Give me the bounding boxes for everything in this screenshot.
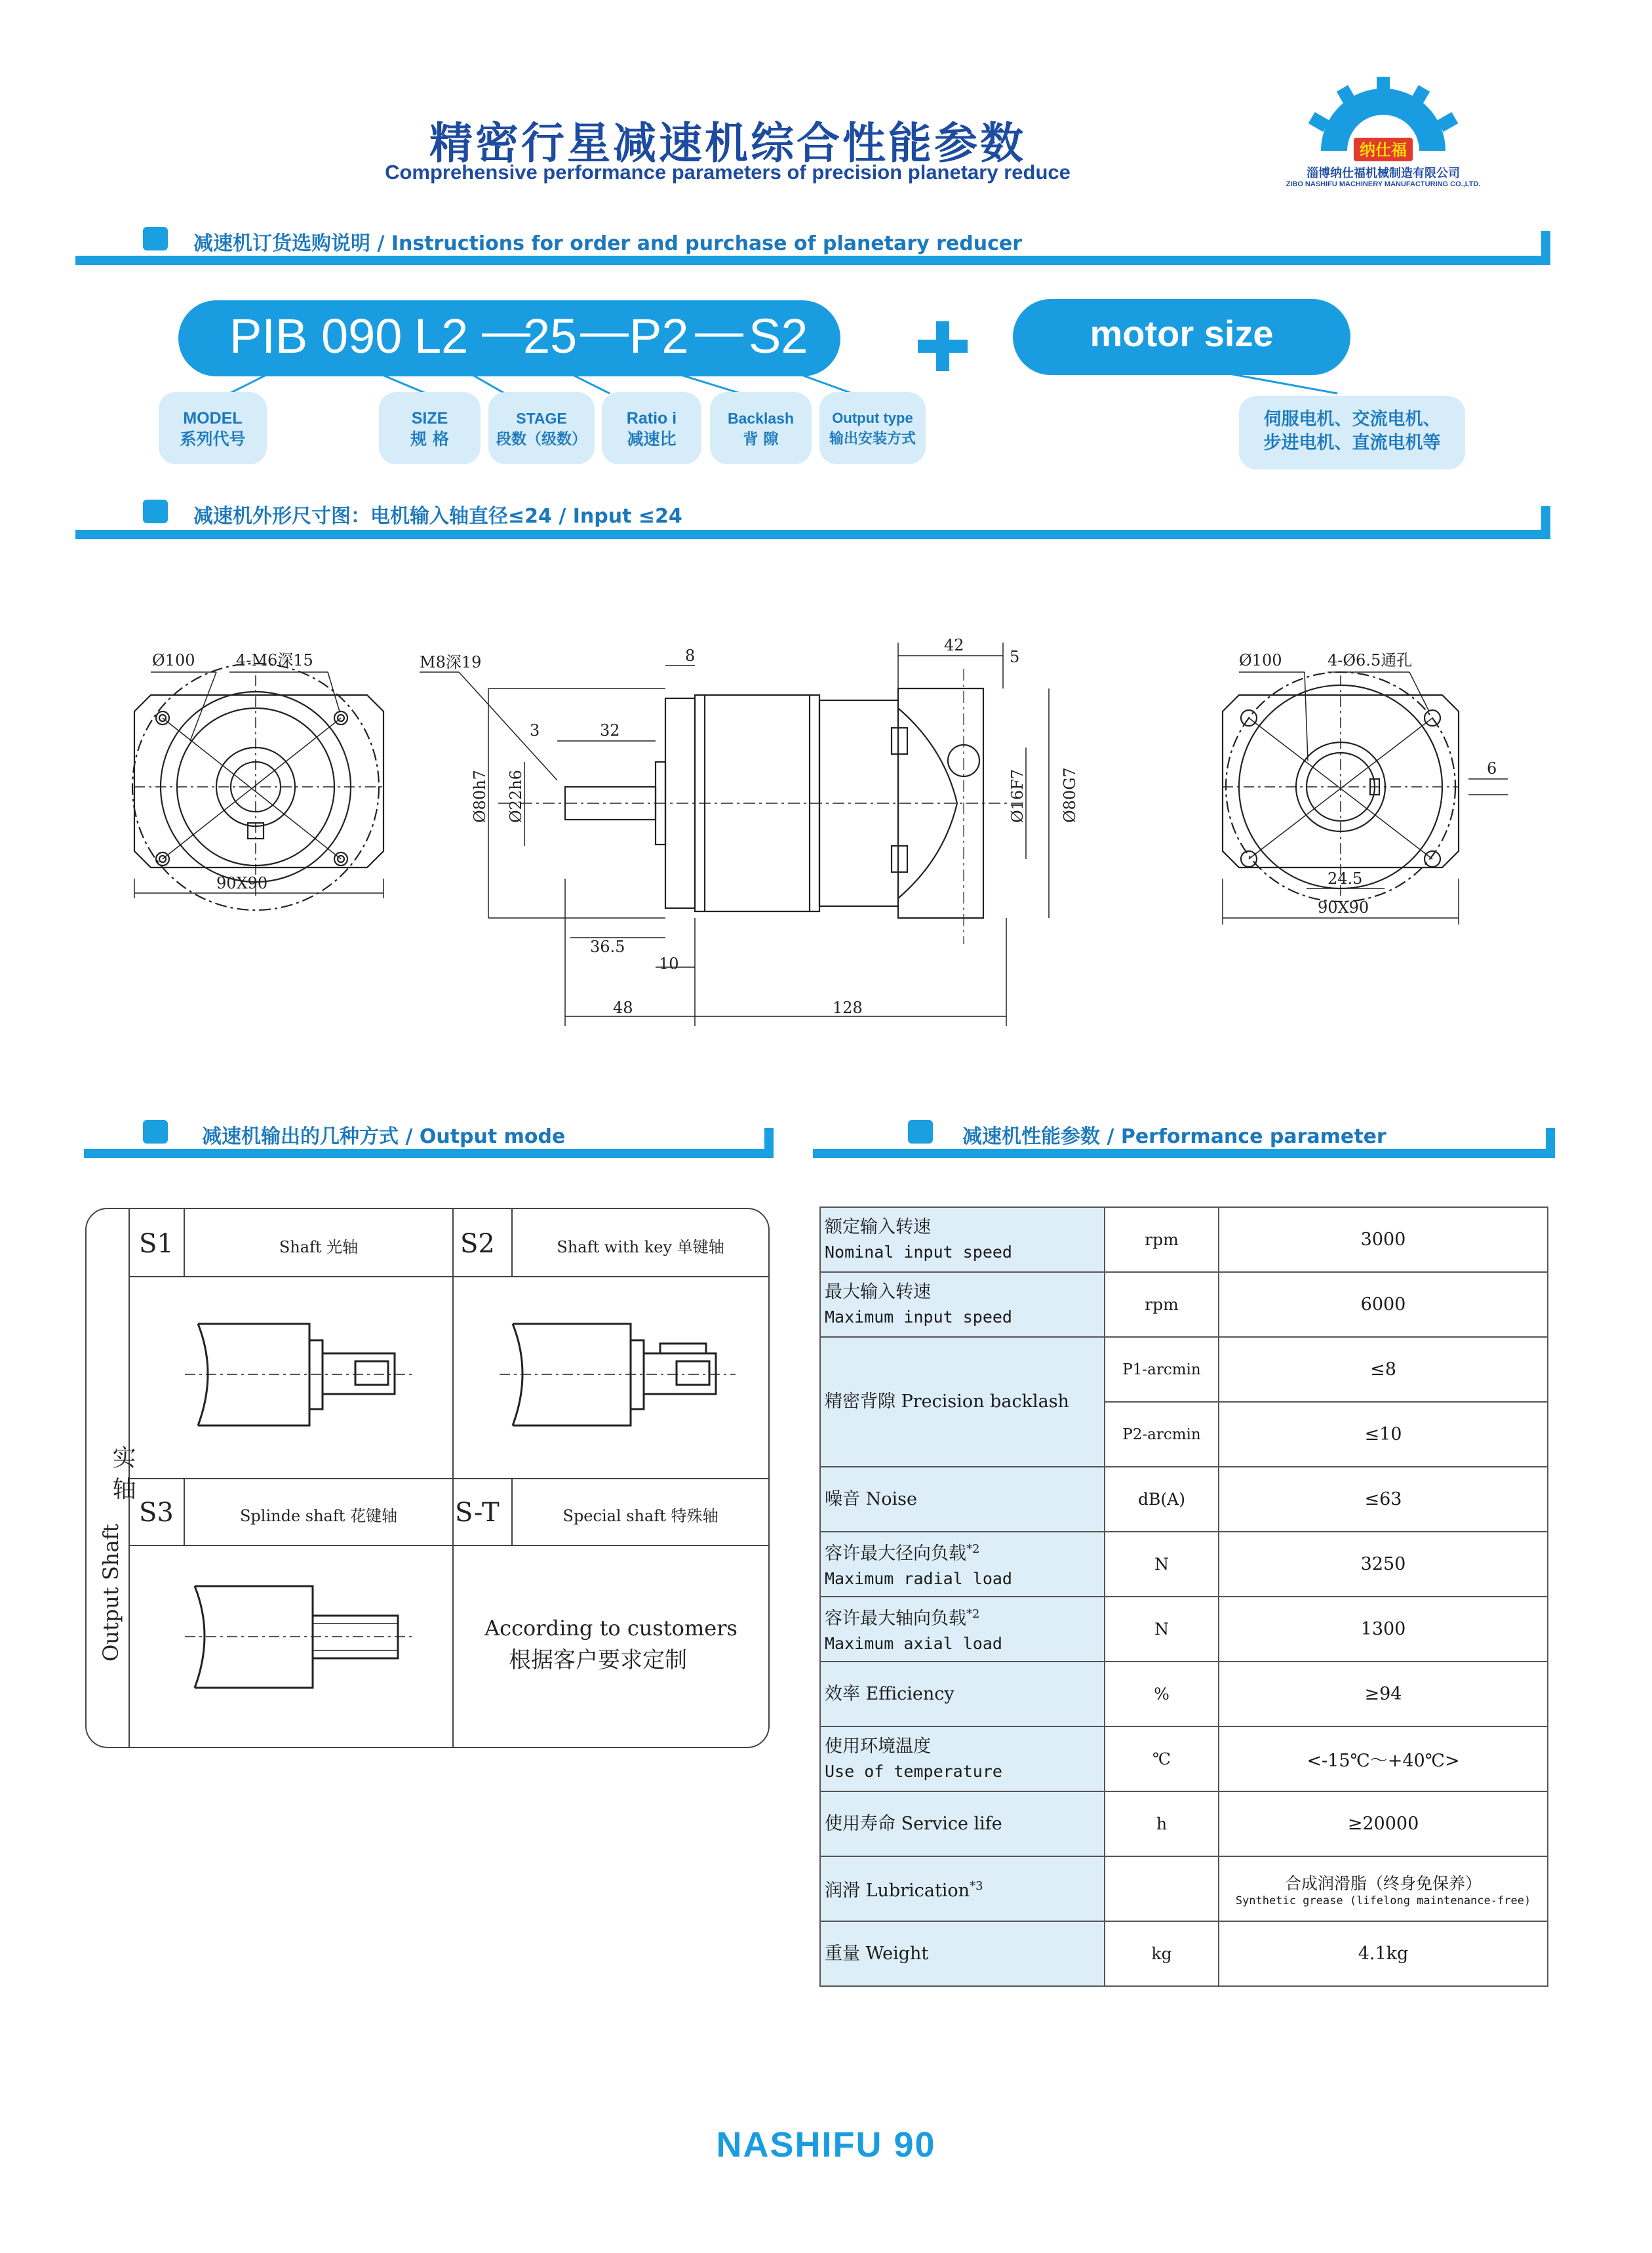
label-output-en: Output type (832, 410, 913, 426)
dim-key: 6 (1487, 759, 1497, 778)
label-size-en: SIZE (411, 409, 448, 428)
table-row (820, 1597, 1548, 1662)
shaft-s1-icon (185, 1324, 414, 1426)
dim-48: 48 (613, 999, 633, 1017)
dim-42: 42 (944, 636, 964, 654)
output-desc-s2: Shaft with key 单键轴 (557, 1238, 724, 1256)
label-size-cn: 规 格 (410, 429, 449, 449)
dim-80h7: Ø80h7 (471, 770, 489, 823)
dim-32: 32 (600, 721, 620, 740)
dim-36-5: 36.5 (590, 938, 625, 956)
code-ratio: 25 (523, 309, 578, 363)
dim-22h6: Ø22h6 (507, 770, 525, 823)
dim-128: 128 (833, 999, 863, 1017)
label-backlash-en: Backlash (727, 410, 794, 427)
param-name: 容许最大径向负载$^{*2}$ Maximum radial load (820, 1532, 1105, 1597)
custom-note-en: According to customers (484, 1616, 738, 1641)
param-value: ≥20000 (1219, 1791, 1548, 1856)
label-backlash (710, 392, 812, 464)
param-unit: dB(A) (1105, 1467, 1219, 1532)
side-view (420, 643, 1049, 1026)
param-unit: rpm (1105, 1272, 1219, 1337)
motor-size-label: motor size (1090, 313, 1274, 354)
param-name: 效率 Efficiency (820, 1662, 1105, 1726)
section-divider (813, 1149, 1555, 1158)
param-value: 合成润滑脂（终身免保养） Synthetic grease (lifelong maintenance-free) (1219, 1856, 1548, 1921)
output-desc-s3: Splinde shaft 花键轴 (239, 1507, 398, 1525)
output-code-s2: S2 (460, 1229, 495, 1259)
code-sep-1: — (482, 304, 530, 358)
table-row (820, 1791, 1548, 1856)
custom-note-cn: 根据客户要求定制 (509, 1647, 687, 1673)
dim-left-pcd: Ø100 (152, 651, 195, 669)
output-desc-s1: Shaft 光轴 (279, 1238, 359, 1256)
param-value: ≤8 (1219, 1337, 1548, 1402)
code-sep-3: — (695, 304, 743, 358)
param-name: 润滑 Lubrication$^{*3}$ (820, 1856, 1105, 1921)
table-row (820, 1272, 1548, 1337)
logo-company-cn: 淄博纳仕福机械制造有限公司 (1307, 167, 1460, 180)
label-ratio (602, 392, 701, 464)
label-ratio-cn: 减速比 (627, 429, 677, 449)
param-unit: rpm (1105, 1207, 1219, 1272)
section-marker-icon (908, 1120, 933, 1144)
code-model: PIB (229, 309, 308, 363)
output-code-s1: S1 (139, 1229, 174, 1259)
param-unit: ℃ (1105, 1726, 1219, 1791)
code-backlash: P2 (629, 309, 689, 363)
dim-16f7: Ø16F7 (1008, 768, 1027, 823)
param-value: ≤10 (1219, 1402, 1548, 1467)
param-name: 重量 Weight (820, 1921, 1105, 1986)
dim-right-square: 90X90 (1318, 898, 1369, 917)
output-side-label-cn: 实 轴 (109, 1445, 136, 1500)
output-code-s3: S3 (139, 1498, 174, 1528)
label-output-cn: 输出安装方式 (829, 431, 916, 447)
table-row (820, 1726, 1548, 1791)
param-unit: kg (1105, 1921, 1219, 1986)
section-title-performance: 减速机性能参数 / Performance parameter (962, 1125, 1386, 1148)
param-unit: P1-arcmin (1105, 1337, 1219, 1402)
label-stage-cn: 段数（级数） (496, 431, 587, 448)
motor-note-line-1: 伺服电机、交流电机、 (1263, 409, 1441, 429)
output-mode-table (85, 1208, 770, 1748)
param-value: ≥94 (1219, 1662, 1548, 1726)
label-backlash-cn: 背 隙 (743, 431, 779, 448)
output-code-st: S-T (455, 1498, 500, 1528)
table-row (820, 1207, 1548, 1272)
shaft-s2-icon (500, 1324, 736, 1426)
param-value: 3000 (1219, 1207, 1548, 1272)
dim-10: 10 (659, 955, 679, 973)
param-unit (1105, 1856, 1219, 1921)
label-output-type (819, 392, 926, 464)
page-subtitle: Comprehensive performance parameters of precision planetary reduce (385, 161, 1071, 184)
code-stage: L2 (414, 309, 469, 363)
code-size: 090 (321, 309, 403, 363)
logo-badge-text: 纳仕福 (1360, 141, 1407, 159)
label-model-en: MODEL (183, 409, 243, 428)
param-name: 容许最大轴向负载$^{*2}$ Maximum axial load (820, 1597, 1105, 1662)
section-divider-tab (764, 1128, 774, 1158)
output-desc-st: Special shaft 特殊轴 (562, 1507, 718, 1525)
param-unit: N (1105, 1597, 1219, 1662)
dim-3: 3 (530, 721, 540, 740)
dim-right-holes: 4-Ø6.5通孔 (1328, 651, 1413, 669)
dim-bore: 24.5 (1328, 869, 1363, 888)
table-row (820, 1921, 1548, 1986)
table-row (820, 1467, 1548, 1532)
page-title: 精密行星减速机综合性能参数 (429, 118, 1026, 169)
section-title-dimensions: 减速机外形尺寸图：电机输入轴直径≤24 / Input ≤24 (193, 505, 682, 528)
param-name: 精密背隙 Precision backlash (820, 1337, 1105, 1467)
dimension-drawing (0, 590, 1652, 1049)
param-unit: % (1105, 1662, 1219, 1726)
logo-company-en: ZIBO NASHIFU MACHINERY MANUFACTURING CO.,LTD. (1286, 180, 1481, 188)
code-output: S2 (749, 309, 808, 363)
label-ratio-en: Ratio i (626, 409, 677, 428)
section-title-output: 减速机输出的几种方式 / Output mode (202, 1125, 566, 1148)
param-name: 噪音 Noise (820, 1467, 1105, 1532)
table-row (820, 1662, 1548, 1726)
section-divider-tab (1541, 506, 1550, 539)
output-side-label-en: Output Shaft (98, 1523, 123, 1662)
label-size (379, 392, 481, 464)
param-value: 4.1kg (1219, 1921, 1548, 1986)
param-unit: P2-arcmin (1105, 1402, 1219, 1467)
section-title-order: 减速机订货选购说明 / Instructions for order and purchase of planetary reducer (193, 232, 1023, 255)
param-name: 使用寿命 Service life (820, 1791, 1105, 1856)
param-unit: h (1105, 1791, 1219, 1856)
param-value: 6000 (1219, 1272, 1548, 1337)
front-view-output (1223, 672, 1508, 925)
section-divider (75, 530, 1550, 539)
front-view-input (132, 664, 384, 910)
param-value: <-15℃～+40℃> (1219, 1726, 1548, 1791)
table-row (820, 1856, 1548, 1921)
param-name: 使用环境温度 Use of temperature (820, 1726, 1105, 1791)
dim-right-pcd: Ø100 (1239, 651, 1282, 669)
section-divider-tab (1546, 1128, 1555, 1158)
param-name: 额定输入转速 Nominal input speed (820, 1207, 1105, 1272)
param-value: ≤63 (1219, 1467, 1548, 1532)
table-row (820, 1337, 1548, 1402)
dim-thread: M8深19 (420, 653, 482, 671)
label-model (159, 392, 267, 464)
dim-80g7: Ø80G7 (1061, 767, 1079, 823)
param-value: 1300 (1219, 1597, 1548, 1662)
section-marker-icon (143, 1120, 168, 1144)
param-value: 3250 (1219, 1532, 1548, 1597)
dim-left-holes: 4-M6深15 (236, 651, 313, 669)
label-model-cn: 系列代号 (180, 429, 246, 449)
dim-5: 5 (1010, 648, 1020, 666)
performance-table (819, 1206, 1548, 1987)
dim-8: 8 (685, 647, 696, 665)
param-name: 最大输入转速 Maximum input speed (820, 1272, 1105, 1337)
label-motor-types (1239, 396, 1465, 469)
table-row (820, 1532, 1548, 1597)
param-unit: N (1105, 1532, 1219, 1597)
motor-note-line-2: 步进电机、直流电机等 (1263, 433, 1441, 453)
dim-left-square: 90X90 (216, 874, 268, 892)
label-stage-en: STAGE (516, 410, 567, 427)
page-footer: NASHIFU 90 (716, 2125, 936, 2164)
section-marker-icon (143, 500, 168, 523)
label-stage (488, 392, 595, 464)
shaft-drawings (87, 1209, 768, 1747)
code-sep-2: — (580, 304, 629, 358)
section-divider (84, 1149, 774, 1158)
shaft-s3-icon (185, 1586, 414, 1688)
